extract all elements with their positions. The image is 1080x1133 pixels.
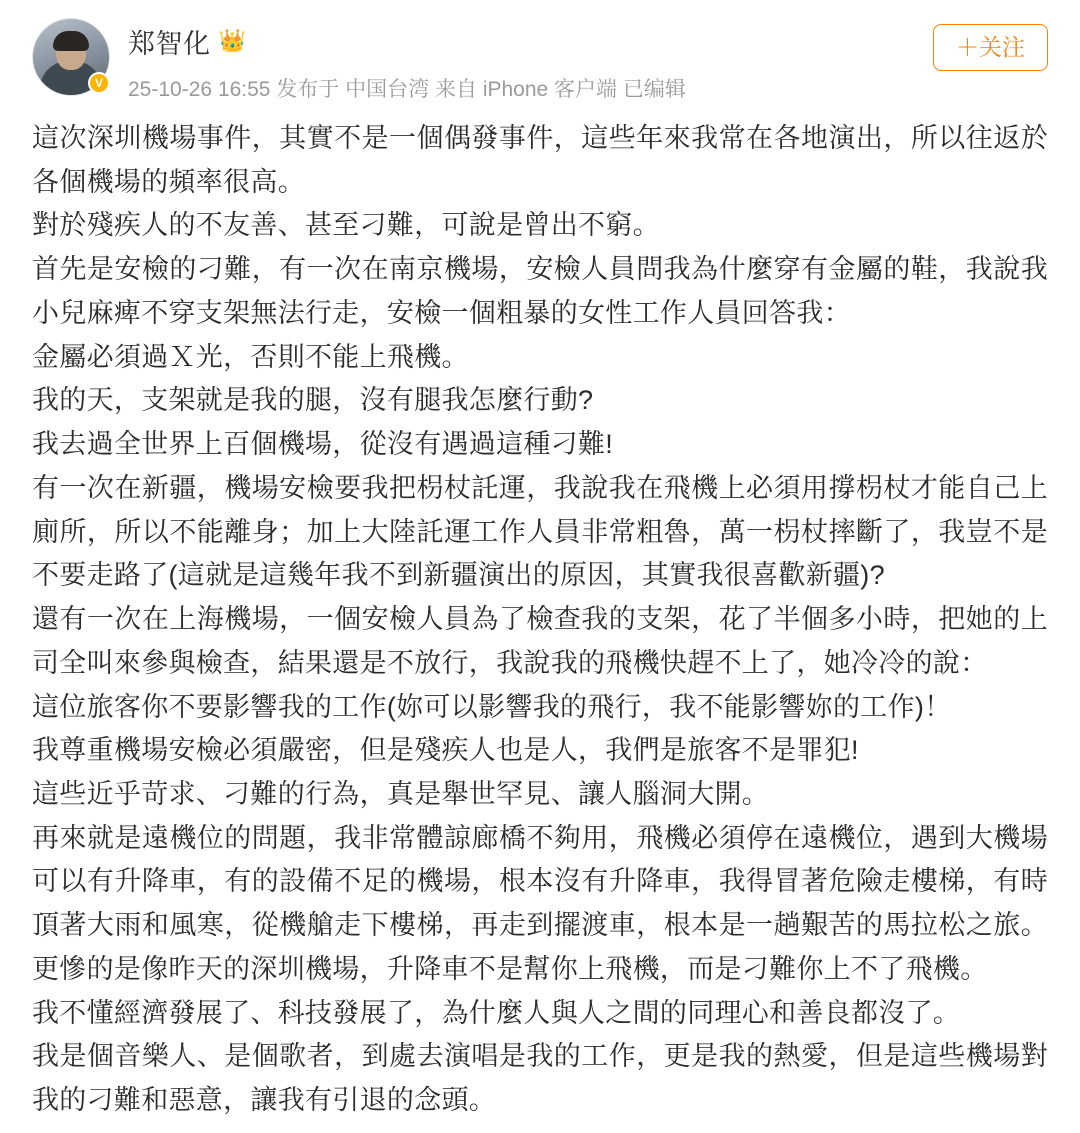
post-paragraph: 有一次在新疆，機場安檢要我把枴杖託運，我說我在飛機上必須用撐枴杖才能自己上廁所，所以不能離身；加上大陸託運工作人員非常粗魯，萬一枴杖摔斷了，我豈不是不要走路了(這就是這幾年我不到新疆演出的原因，其實我很喜歡新疆)?	[32, 472, 1048, 591]
author-meta	[128, 18, 1048, 103]
author-name-row	[128, 22, 1048, 61]
post-paragraph: 我去過全世界上百個機場，從沒有遇過這種刁難!	[32, 429, 614, 460]
post-paragraph: 首先是安檢的刁難，有一次在南京機場，安檢人員問我為什麼穿有金屬的鞋，我說我小兒麻痺不穿支架無法行走，安檢一個粗暴的女性工作人員回答我：	[32, 254, 1048, 328]
post-paragraph: 我不懂經濟發展了、科技發展了，為什麼人與人之間的同理心和善良都沒了。	[32, 997, 961, 1028]
post-meta-line	[128, 73, 1048, 103]
post-timestamp: 25-10-26 16:55	[128, 78, 271, 101]
post-paragraph: 我的天，支架就是我的腿，沒有腿我怎麼行動?	[32, 385, 594, 416]
avatar-hair-shape	[53, 31, 89, 51]
post-paragraph: 金屬必須過Ｘ光，否則不能上飛機。	[32, 341, 469, 372]
verified-badge-icon: V	[88, 72, 110, 94]
avatar[interactable]	[32, 18, 110, 96]
post-paragraph: 再來就是遠機位的問題，我非常體諒廊橋不夠用，飛機必須停在遠機位，遇到大機場可以有升降車，有的設備不足的機場，根本沒有升降車，我得冒著危險走樓梯，有時頂著大雨和風寒，從機艙走下樓梯，再走到擺渡車，根本是一趟艱苦的馬拉松之旅。更慘的是像昨天的深圳機場，升降車不是幫你上飛機，而是刁難你上不了飛機。	[32, 822, 1048, 984]
crown-icon: 👑	[218, 27, 246, 53]
post-paragraph: 這次深圳機場事件，其實不是一個偶發事件，這些年來我常在各地演出，所以往返於各個機場的頻率很高。	[32, 123, 1048, 197]
post-paragraph: 我尊重機場安檢必須嚴密，但是殘疾人也是人，我們是旅客不是罪犯!	[32, 735, 859, 766]
post-content	[32, 117, 1048, 1123]
post-paragraph: 這位旅客你不要影響我的工作(妳可以影響我的飛行，我不能影響妳的工作)！	[32, 691, 952, 722]
author-name[interactable]: 郑智化	[128, 29, 211, 59]
post-source: 来自 iPhone 客户端	[434, 78, 618, 101]
post-paragraph: 我是個音樂人、是個歌者，到處去演唱是我的工作，更是我的熱愛，但是這些機場對我的刁難和惡意，讓我有引退的念頭。	[32, 1041, 1048, 1116]
follow-button[interactable]: ＋关注	[933, 24, 1048, 71]
post-paragraph: 對於殘疾人的不友善、甚至刁難，可說是曾出不窮。	[32, 210, 660, 241]
post-edited-flag: 已编辑	[622, 78, 686, 101]
post-paragraph: 這些近乎苛求、刁難的行為，真是舉世罕見、讓人腦洞大開。	[32, 779, 770, 810]
post-header	[32, 18, 1048, 103]
post-location: 发布于 中国台湾	[276, 78, 430, 101]
post-paragraph: 還有一次在上海機場，一個安檢人員為了檢查我的支架，花了半個多小時，把她的上司全叫來參與檢查，結果還是不放行，我說我的飛機快趕不上了，她冷冷的說：	[32, 604, 1048, 678]
